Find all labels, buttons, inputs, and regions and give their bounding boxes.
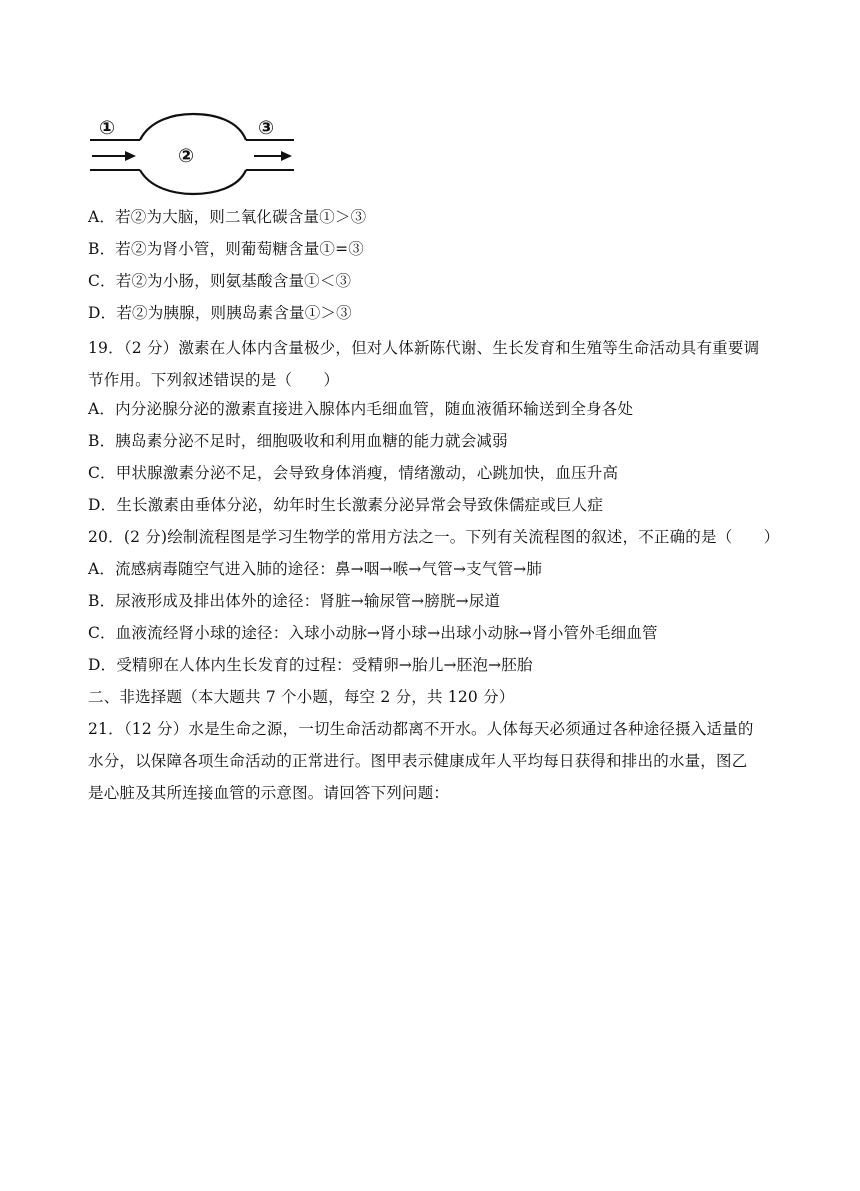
q20-option-a: A．流感病毒随空气进入肺的途径：鼻→咽→喉→气管→支气管→肺 [88, 560, 543, 578]
q21-line2: 水分，以保障各项生命活动的正常进行。图甲表示健康成年人平均每日获得和排出的水量，图乙 [88, 752, 748, 770]
q19-stem-line1: 19．（2 分）激素在人体内含量极少，但对人体新陈代谢、生长发育和生殖等生命活动具有重要调 [88, 339, 760, 357]
q20-option-c: C．血液流经肾小球的途径：入球小动脉→肾小球→出球小动脉→肾小管外毛细血管 [88, 624, 658, 642]
q20-option-d: D．受精卵在人体内生长发育的过程：受精卵→胎儿→胚泡→胚胎 [88, 656, 533, 674]
q18-option-c: C．若②为小肠，则氨基酸含量①＜③ [88, 272, 352, 290]
section2-heading: 二、非选择题（本大题共 7 个小题，每空 2 分，共 120 分） [88, 688, 515, 706]
inflow-arrow-head [125, 151, 136, 161]
q20-option-b: B．尿液形成及排出体外的途径：肾脏→输尿管→膀胱→尿道 [88, 592, 501, 610]
q18-option-b: B．若②为肾小管，则葡萄糖含量①=③ [88, 240, 364, 258]
label-2: ② [178, 145, 195, 167]
q21-line3: 是心脏及其所连接血管的示意图。请回答下列问题： [88, 784, 450, 802]
label-3: ③ [258, 117, 275, 139]
q19-option-b: B．胰岛素分泌不足时，细胞吸收和利用血糖的能力就会减弱 [88, 432, 508, 450]
q19-option-d: D．生长激素由垂体分泌，幼年时生长激素分泌异常会导致侏儒症或巨人症 [88, 496, 604, 514]
q18-option-a: A．若②为大脑，则二氧化碳含量①＞③ [88, 208, 367, 226]
q21-line1: 21．（12 分）水是生命之源，一切生命活动都离不开水。人体每天必须通过各种途径摄入适量的 [88, 720, 754, 738]
q19-stem-line2: 节作用。下列叙述错误的是（ ） [88, 371, 340, 389]
label-1: ① [99, 117, 116, 139]
blood-flow-diagram [88, 112, 300, 196]
q19-option-c: C．甲状腺激素分泌不足，会导致身体消瘦，情绪激动，心跳加快，血压升高 [88, 464, 619, 482]
outflow-arrow-head [281, 151, 292, 161]
q20-stem: 20．(2 分)绘制流程图是学习生物学的常用方法之一。下列有关流程图的叙述，不正确的是（ ） [88, 528, 780, 546]
q18-option-d: D．若②为胰腺，则胰岛素含量①＞③ [88, 304, 352, 322]
q19-option-a: A．内分泌腺分泌的激素直接进入腺体内毛细血管，随血液循环输送到全身各处 [88, 400, 634, 418]
